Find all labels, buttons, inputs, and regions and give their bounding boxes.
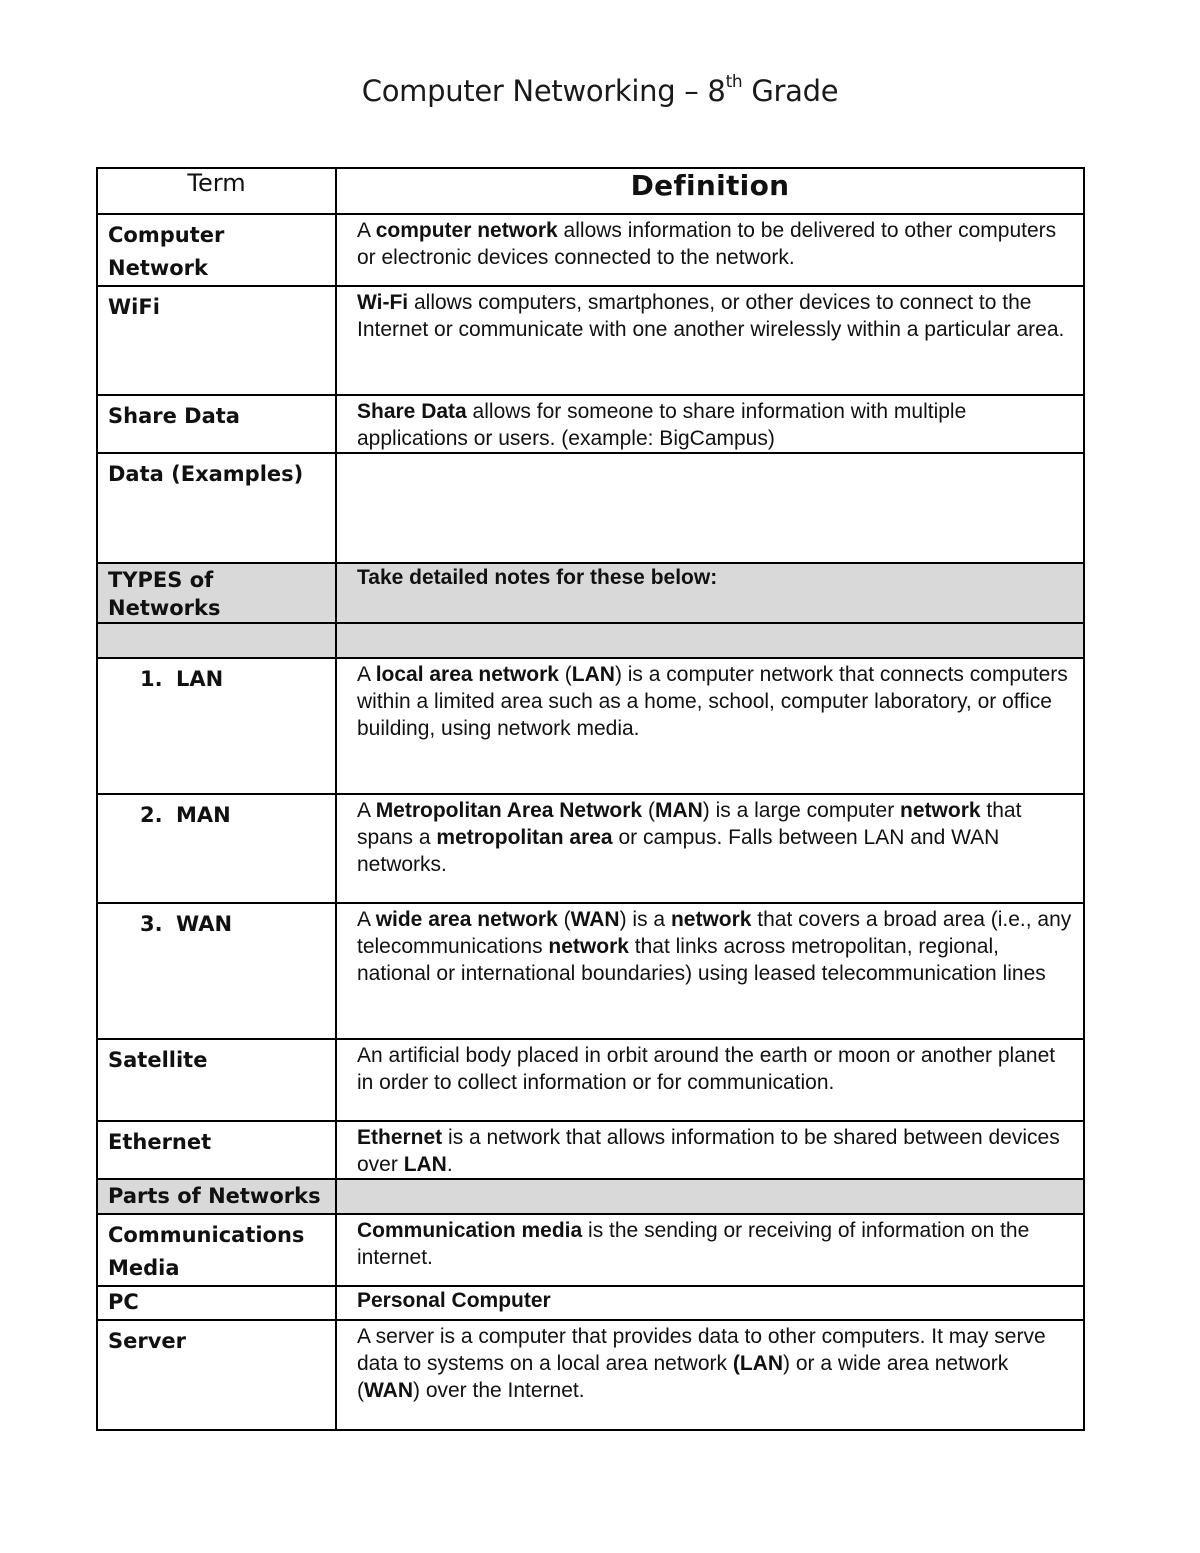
term-cell: Communications Media — [97, 1214, 336, 1286]
table-row — [97, 1039, 1084, 1121]
definition-text: A — [357, 799, 376, 822]
bold-term-text: metropolitan area — [436, 826, 613, 849]
definition-cell — [336, 214, 1084, 286]
term-label: LAN — [176, 667, 224, 691]
table-row — [97, 903, 1084, 1039]
blank-row — [97, 623, 1084, 658]
definition-text: is the sending or receiving of information on the internet. — [357, 1219, 1030, 1269]
definition-cell — [336, 794, 1084, 903]
definition-text: ( — [557, 908, 571, 931]
bold-term-text: Wi-Fi — [357, 291, 409, 314]
bold-term-text: MAN — [654, 799, 703, 822]
term-label: WAN — [176, 912, 233, 936]
bold-term-text: Ethernet — [357, 1126, 443, 1149]
title-superscript: th — [725, 72, 743, 93]
definition-text: ) is a large computer — [702, 799, 901, 822]
bold-term-text: network — [670, 908, 752, 931]
definition-cell — [336, 1039, 1084, 1121]
bold-term-text: Share Data — [357, 400, 467, 423]
term-cell: Share Data — [97, 395, 336, 453]
definition-cell — [336, 658, 1084, 794]
term-cell: TYPES of Networks — [97, 563, 336, 623]
title-main: Computer Networking – 8 — [361, 74, 726, 108]
definition-text: or campus. Falls between LAN and WAN networks. — [357, 826, 1000, 876]
definition-text: is a network that allows information to be shared between devices over — [357, 1126, 1060, 1176]
term-cell — [97, 903, 336, 1039]
bold-term-text: (LAN — [732, 1352, 784, 1375]
definition-text: A server is a computer that provides data to other computers. It may serve data to systems on a local area network — [357, 1325, 1046, 1375]
section-row — [97, 1179, 1084, 1214]
table-row — [97, 658, 1084, 794]
definition-cell — [336, 453, 1084, 563]
title-end: Grade — [751, 74, 839, 108]
table-row — [97, 395, 1084, 453]
definition-column-header: Definition — [336, 168, 1084, 214]
definition-cell — [336, 1121, 1084, 1179]
definition-text: An artificial body placed in orbit around the earth or moon or another planet in order to collect information or for communication. — [357, 1044, 1056, 1094]
bold-term-text: Take detailed notes for these below: — [357, 566, 718, 589]
definition-text: A — [357, 663, 376, 686]
bold-term-text: LAN — [571, 663, 615, 686]
section-row — [97, 563, 1084, 623]
term-cell: Parts of Networks — [97, 1179, 336, 1214]
bold-term-text: local area network — [375, 663, 559, 686]
term-cell: Server — [97, 1320, 336, 1430]
term-cell: PC — [97, 1286, 336, 1320]
definition-cell — [336, 1320, 1084, 1430]
table-row — [97, 794, 1084, 903]
definition-text: ) is a — [619, 908, 671, 931]
term-cell: Computer Network — [97, 214, 336, 286]
table-row — [97, 453, 1084, 563]
definition-text: that links across metropolitan, regional, national or international boundaries) using leased telecommunication lines — [357, 935, 1046, 985]
list-number: 2. — [140, 803, 163, 827]
definition-text: ) is a computer network that connects computers within a limited area such as a home, school, computer laboratory, or office building, using network media. — [357, 663, 1068, 740]
bold-term-text: network — [548, 935, 629, 958]
list-number: 3. — [140, 912, 163, 936]
definition-cell — [336, 286, 1084, 395]
definition-text: ( — [642, 799, 655, 822]
definition-cell — [336, 903, 1084, 1039]
page-title — [0, 74, 1200, 108]
term-cell: WiFi — [97, 286, 336, 395]
term-cell — [97, 658, 336, 794]
table-row — [97, 1214, 1084, 1286]
definition-text: A — [357, 908, 376, 931]
term-cell: Ethernet — [97, 1121, 336, 1179]
blank-cell — [336, 623, 1084, 658]
definition-text: A — [357, 219, 376, 242]
blank-cell — [97, 623, 336, 658]
table-row — [97, 214, 1084, 286]
definition-cell — [336, 1286, 1084, 1320]
definition-text: that covers a broad area (i.e., any telecommunications — [357, 908, 1072, 958]
definition-cell — [336, 563, 1084, 623]
header-row — [97, 168, 1084, 214]
definition-text: allows computers, smartphones, or other devices to connect to the Internet or communicate with one another wirelessly within a particular area. — [357, 291, 1065, 341]
definition-text: ) over the Internet. — [413, 1379, 585, 1402]
definition-text: allows for someone to share information with multiple applications or users. (example: BigCampus) — [357, 400, 967, 450]
table-row — [97, 1121, 1084, 1179]
bold-term-text: WAN — [570, 908, 620, 931]
definition-cell — [336, 395, 1084, 453]
term-cell: Data (Examples) — [97, 453, 336, 563]
definition-text: ) or a wide area network ( — [357, 1352, 1009, 1402]
bold-term-text: network — [900, 799, 981, 822]
term-label: MAN — [176, 803, 231, 827]
bold-term-text: computer network — [375, 219, 558, 242]
term-cell: Satellite — [97, 1039, 336, 1121]
table-row — [97, 1320, 1084, 1430]
bold-term-text: Metropolitan Area Network — [375, 799, 643, 822]
definition-text: that spans a — [357, 799, 1022, 849]
bold-term-text: Communication media — [357, 1219, 583, 1242]
definition-text: allows information to be delivered to other computers or electronic devices connected to the network. — [357, 219, 1057, 269]
bold-term-text: WAN — [364, 1379, 413, 1402]
term-cell — [97, 794, 336, 903]
table-row — [97, 286, 1084, 395]
table-row — [97, 1286, 1084, 1320]
list-number: 1. — [140, 667, 163, 691]
definition-cell — [336, 1179, 1084, 1214]
term-column-header: Term — [97, 168, 336, 214]
bold-term-text: wide area network — [375, 908, 558, 931]
bold-term-text: LAN — [403, 1153, 447, 1176]
definition-cell — [336, 1214, 1084, 1286]
terms-table — [96, 167, 1085, 1431]
bold-term-text: Personal Computer — [357, 1289, 551, 1312]
definition-text: . — [446, 1153, 453, 1176]
definition-text: ( — [558, 663, 572, 686]
